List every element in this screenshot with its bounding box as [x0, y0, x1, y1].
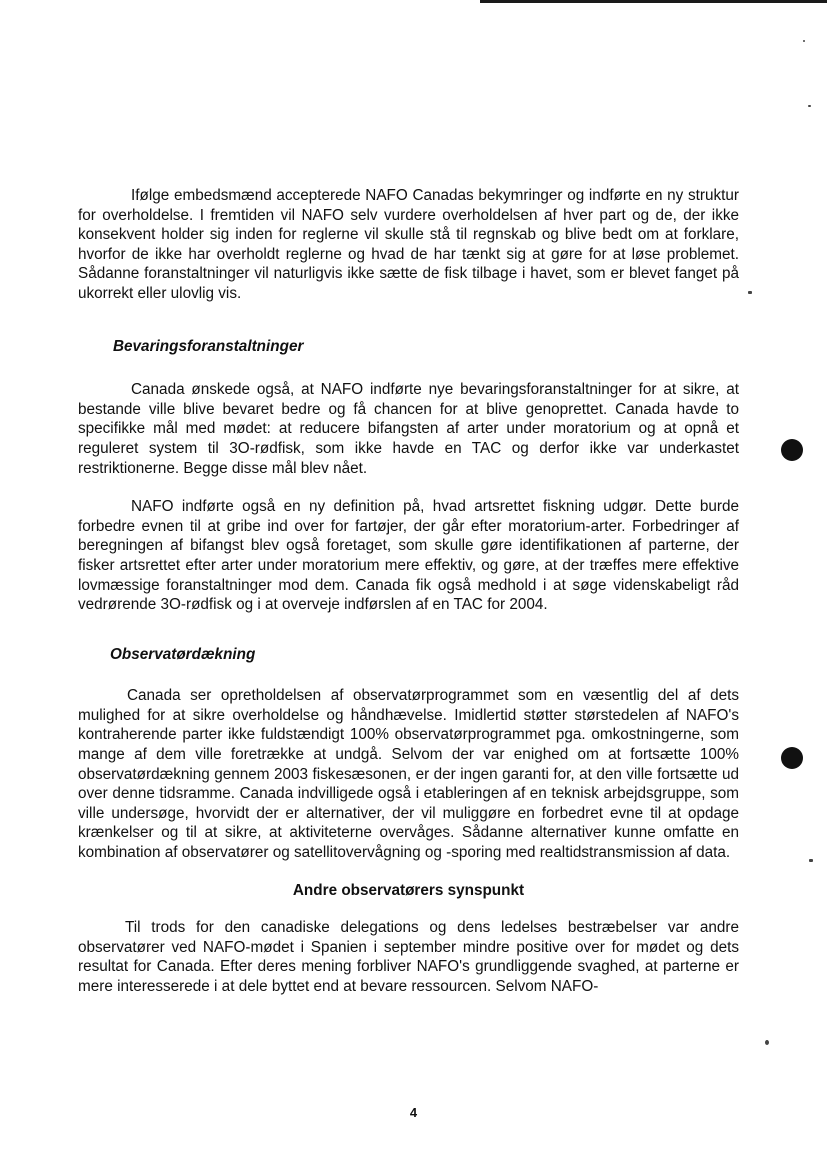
heading-observer-coverage: Observatørdækning [110, 645, 256, 663]
page-number: 4 [409, 1105, 418, 1120]
scan-speck [748, 291, 752, 294]
document-body [78, 186, 739, 997]
scan-speck [803, 40, 805, 42]
scan-top-edge-line [480, 0, 827, 3]
scan-speck [765, 1040, 769, 1045]
paragraph-other-observers: Til trods for den canadiske delegations og dens ledelses bestræbelser var andre observatører ved NAFO-mødet i Spanien i september mindre positive over for mødet og dets resultat for Canada. Efter deres mening forbliver NAFO's grundliggende svaghed, at parterne er mere interesserede i at dele byttet end at bevare ressourcen. Selvom NAFO- [78, 919, 739, 995]
scan-speck [809, 859, 813, 862]
paragraph-directed-fishing: NAFO indførte også en ny definition på, hvad artsrettet fiskning udgør. Dette burde forbedre evnen til at gribe ind over for fartøjer, der går efter moratorium-arter. Forbedringer af beregningen af bifangst blev også foretaget, som skulle gøre identifikationen af parterne, der fisker artsrettet efter arter under moratorium mere effektiv, og gøre, at der træffes mere effektive lovmæssige foranstaltninger mod dem. Canada fik også medhold i at søge videnskabeligt råd vedrørende 3O-rødfisk og i at overveje indførslen af en TAC for 2004. [78, 498, 739, 614]
paragraph-observer-program: Canada ser opretholdelsen af observatørprogrammet som en væsentlig del af dets mulighed for at sikre overholdelse og håndhævelse. Imidlertid støtter størstedelen af NAFO's kontraherende parter ikke fuldstændigt 100% observatørprogrammet pga. omkostningerne, som mange af dem ville foretrække at undgå. Selvom der var enighed om at fortsætte 100% observatørdækning gennem 2003 fiskesæsonen, er der ingen garanti for, at den ville fortsætte ud over denne tidsramme. Canada indvilligede også i etableringen af en teknisk arbejdsgruppe, som ville undersøge, hvorvidt der er alternativer, der vil muliggøre en forbedret evne til at opdage krænkelser og til at sikre, at aktiviteterne overvåges. Sådanne alternativer kunne omfatte en kombination af observatører og satellitovervågning og -sporing med realtidstransmission af data. [78, 687, 739, 862]
paragraph-compliance: Ifølge embedsmænd accepterede NAFO Canadas bekymringer og indførte en ny struktur for overholdelse. I fremtiden vil NAFO selv vurdere overholdelsen af hver part og de, der ikke konsekvent holder sig inden for reglerne vil skulle stå til regnskab og blive bedt om at forklare, hvorfor de ikke har overholdt reglerne og hvad de har tænkt sig at gøre for at løse problemet. Sådanne foranstaltninger vil naturligvis ikke sætte de fisk tilbage i havet, som er blevet fanget på ukorrekt eller ulovlig vis. [78, 187, 739, 302]
margin-bullet-marker [781, 747, 803, 769]
margin-bullet-marker [781, 439, 803, 461]
scan-speck [808, 105, 811, 107]
heading-conservation-measures: Bevaringsforanstaltninger [113, 337, 304, 355]
paragraph-conservation: Canada ønskede også, at NAFO indførte nye bevaringsforanstaltninger for at sikre, at bestande ville blive bevaret bedre og få chancen for at blive genoprettet. Canada havde to specifikke mål med mødet: at reducere bifangsten af arter under moratorium og at opnå et reguleret system til 3O-rødfisk, som ikke havde en TAC og derfor ikke var underkastet restriktionerne. Begge disse mål blev nået. [78, 381, 739, 477]
heading-other-observers: Andre observatørers synspunkt [292, 881, 525, 899]
